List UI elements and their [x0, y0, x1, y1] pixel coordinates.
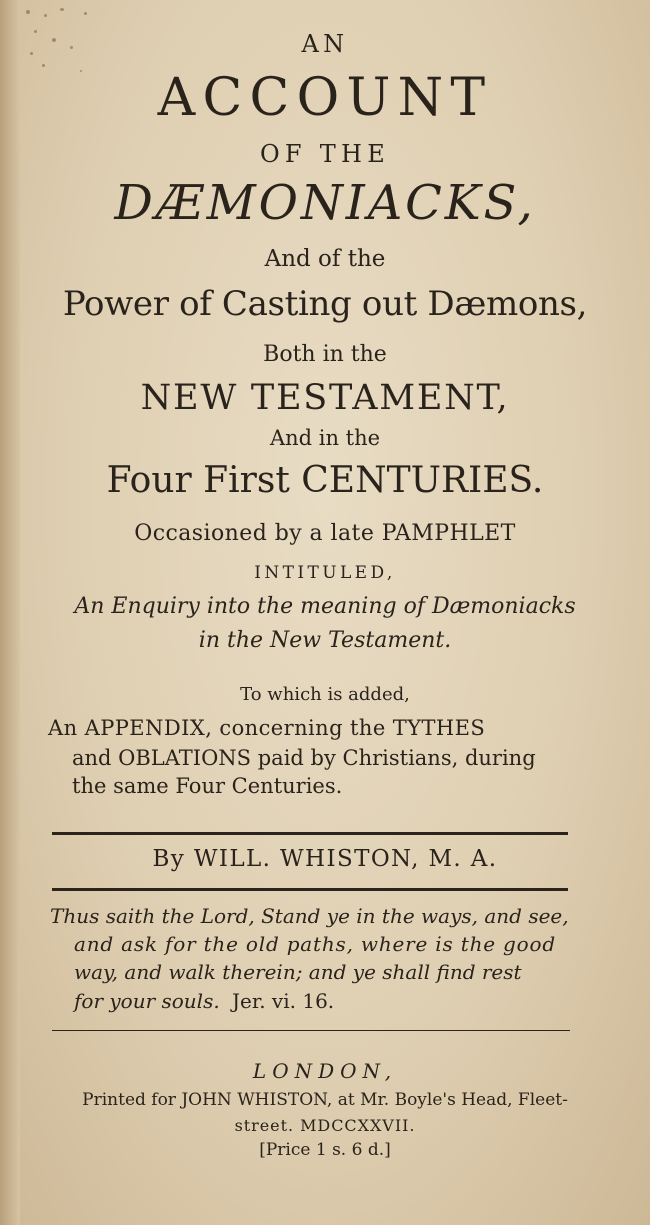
- title-daemoniacks: DÆMONIACKS,: [114, 175, 536, 231]
- title-of-the: OF THE: [259, 140, 391, 168]
- foxing-spot: [26, 10, 30, 14]
- subtitle-new-testament: NEW TESTAMENT,: [140, 378, 510, 418]
- subtitle-four-first-centuries: Four First CENTURIES.: [106, 460, 544, 501]
- appendix-line2: and OBLATIONS paid by Christians, during: [72, 746, 536, 770]
- enquiry-title-line1: An Enquiry into the meaning of Dæmoniacks: [74, 594, 576, 619]
- imprint-street: street. MDCCXXVII.: [234, 1116, 416, 1135]
- subtitle-power-line: Power of Casting out Dæmons,: [62, 284, 588, 324]
- epigraph-line2: and ask for the old paths, where is the good: [74, 932, 556, 956]
- title-account: ACCOUNT: [157, 68, 493, 128]
- epigraph-reference: Jer. vi. 16.: [232, 989, 335, 1013]
- rule-below-author: [52, 888, 568, 891]
- rule-above-author: [52, 832, 568, 835]
- foxing-spot: [60, 8, 64, 11]
- imprint-price: [Price 1 s. 6 d.]: [259, 1140, 391, 1160]
- appendix-line3: the same Four Centuries.: [72, 774, 343, 798]
- epigraph-line3: way, and walk therein; and ye shall find rest: [74, 960, 522, 984]
- rule-below-epigraph: [52, 1030, 570, 1031]
- foxing-spot: [42, 64, 45, 67]
- foxing-spot: [84, 12, 87, 15]
- subtitle-and-of-the: And of the: [264, 246, 386, 272]
- imprint-city: LONDON,: [252, 1059, 398, 1083]
- appendix-intro: To which is added,: [240, 684, 410, 705]
- subtitle-both-in-the: Both in the: [263, 342, 387, 367]
- imprint-printer: Printed for JOHN WHISTON, at Mr. Boyle's Head, Fleet-: [82, 1090, 568, 1110]
- appendix-line1: An APPENDIX, concerning the TYTHES: [48, 716, 486, 740]
- enquiry-title-line2: in the New Testament.: [198, 628, 452, 653]
- title-an: AN: [301, 30, 349, 58]
- epigraph-line1: Thus saith the Lord, Stand ye in the ways, and see,: [50, 904, 569, 928]
- author-line: By WILL. WHISTON, M. A.: [152, 846, 498, 872]
- epigraph-line4: for your souls.: [74, 989, 220, 1013]
- foxing-spot: [44, 14, 47, 17]
- occasion-line: Occasioned by a late PAMPHLET: [134, 521, 516, 546]
- occasion-intituled: INTITULED,: [254, 563, 396, 583]
- subtitle-and-in-the: And in the: [269, 426, 381, 450]
